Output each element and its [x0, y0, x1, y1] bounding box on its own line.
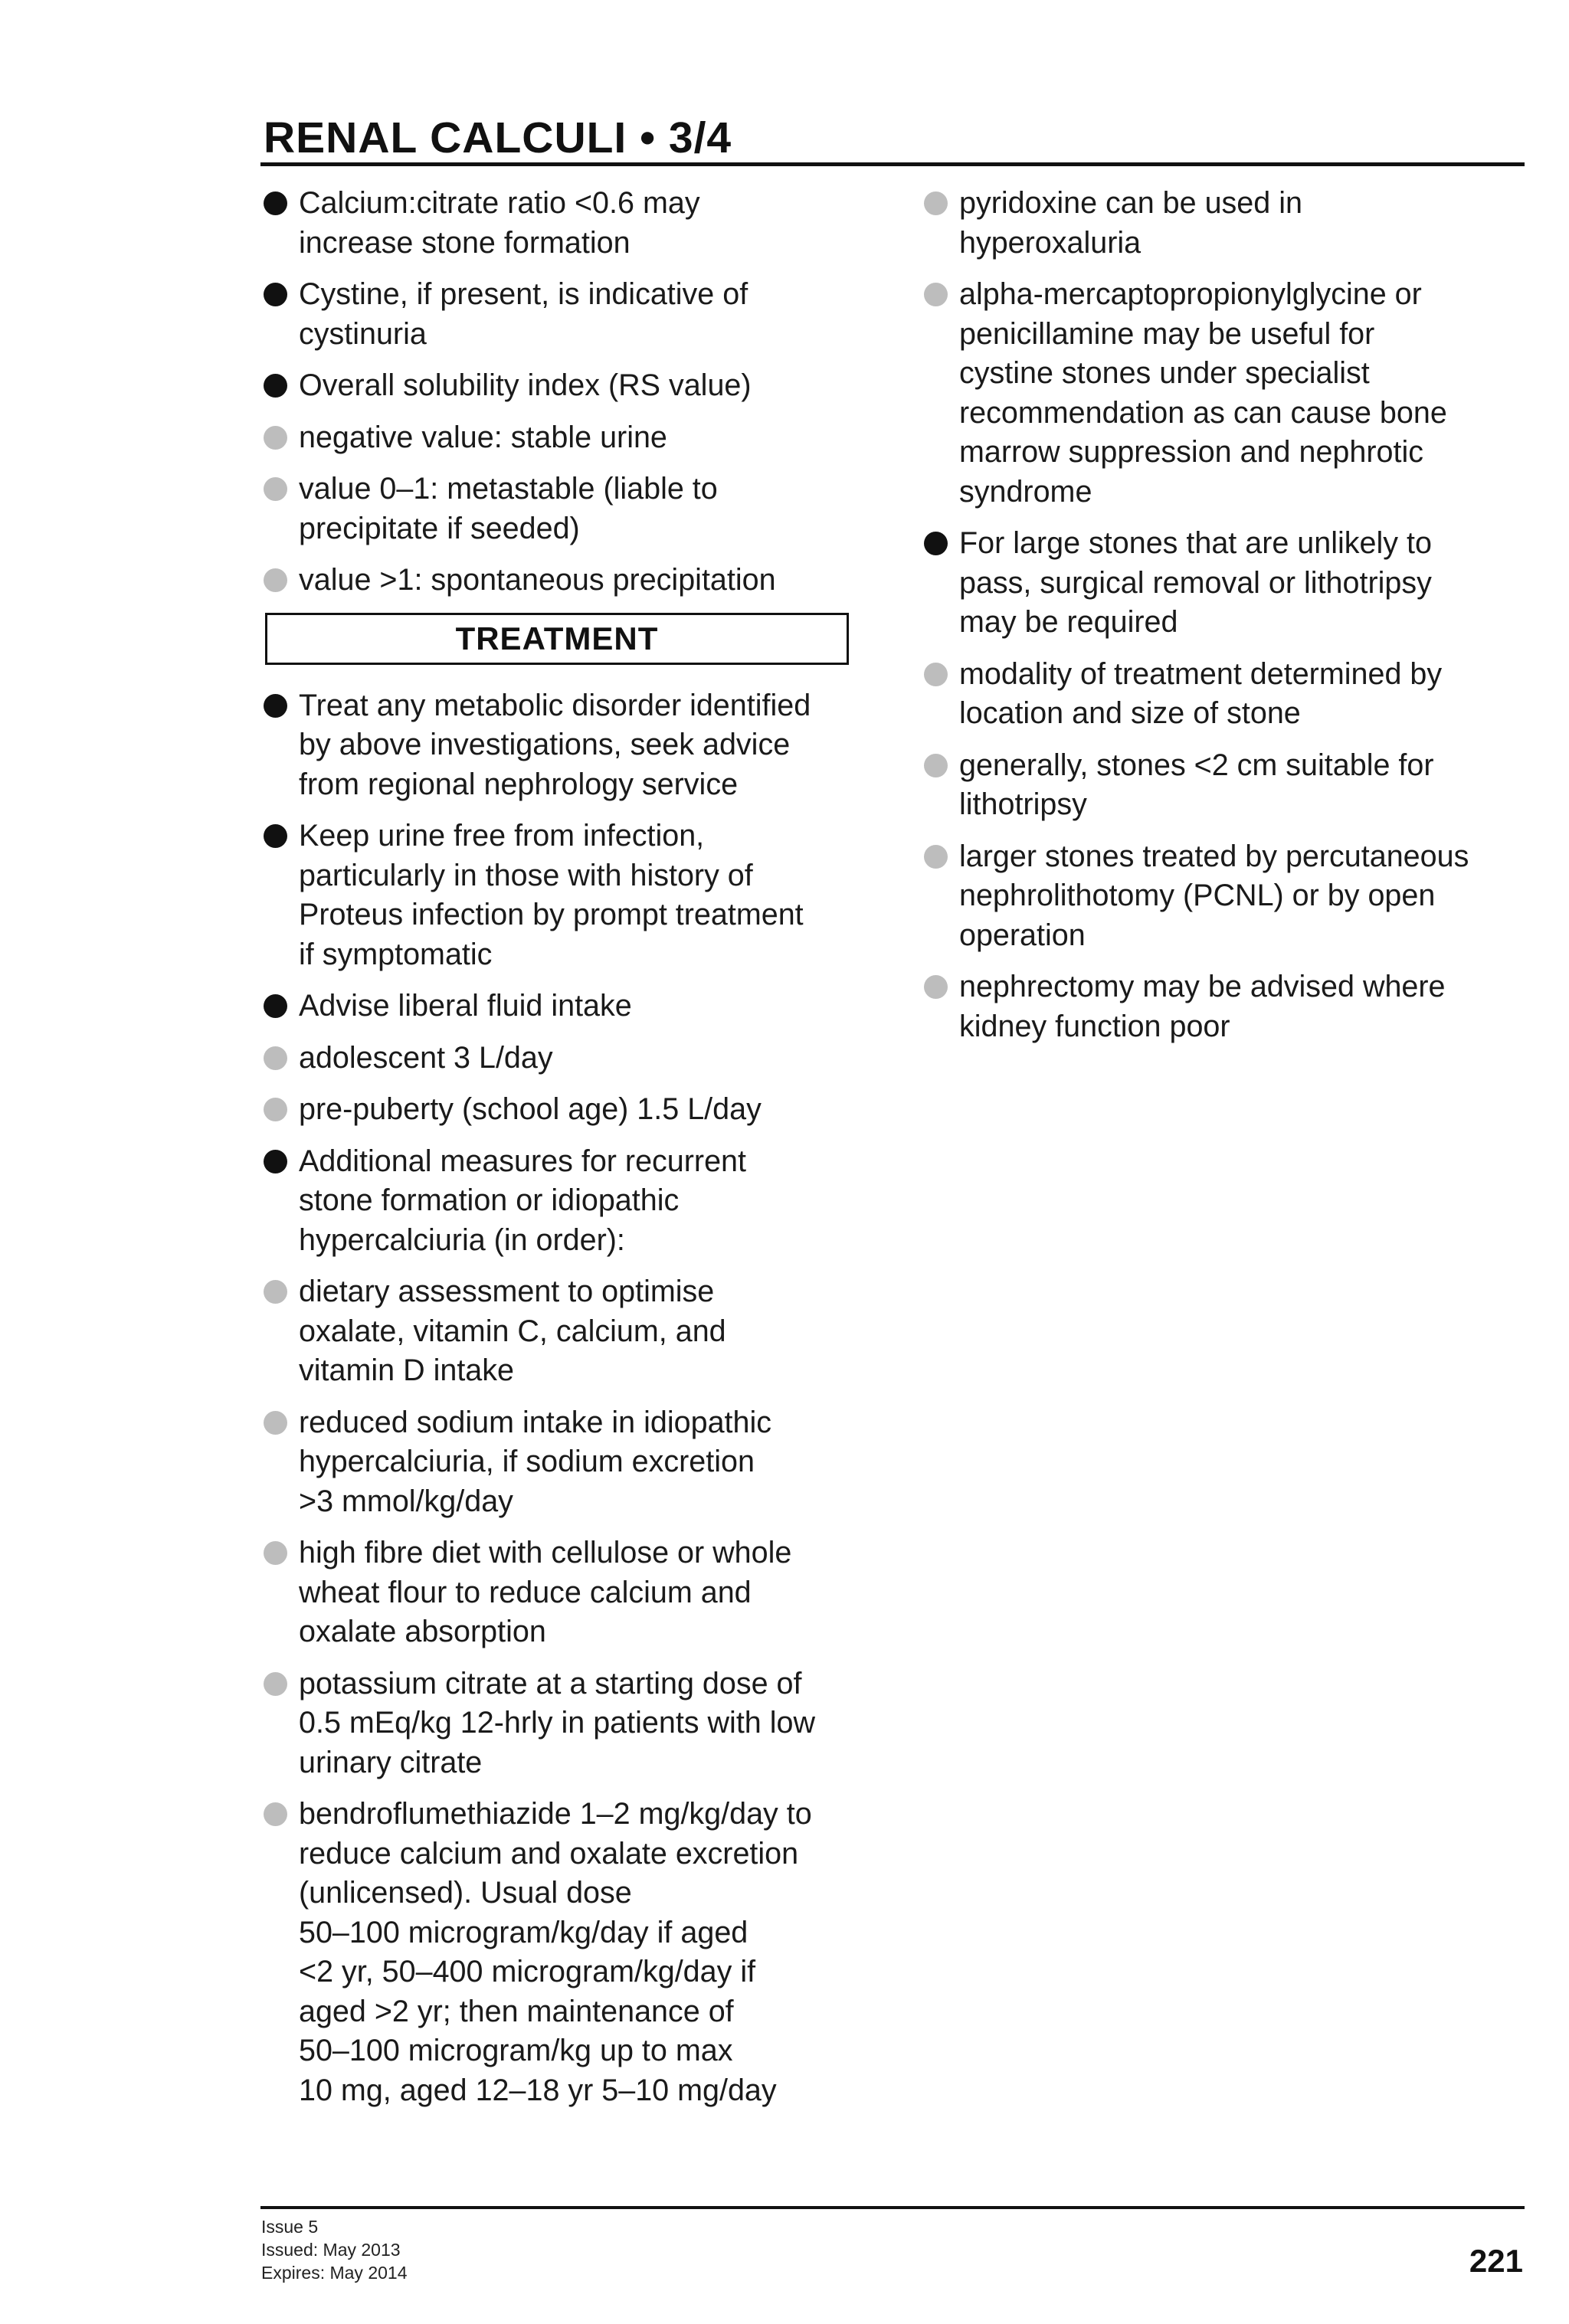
- list-item: [262, 1664, 890, 1783]
- list-item-text: larger stones treated by percutaneous nephrolithotomy (PCNL) or by open operation: [959, 839, 1469, 952]
- list-item-text: alpha-mercaptopropionylglycine or penicillamine may be useful for cystine stones under specialist recommendation as can cause bone marrow suppression and nephrotic syndrome: [959, 277, 1447, 509]
- list-item: [922, 837, 1535, 956]
- list-item: [922, 275, 1535, 512]
- list-item-text: dietary assessment to optimise oxalate, vitamin C, calcium, and vitamin D intake: [299, 1275, 726, 1387]
- secondary-bullet-icon: [264, 1098, 287, 1121]
- page-title: RENAL CALCULI • 3/4: [264, 113, 732, 162]
- list-item-text: pre-puberty (school age) 1.5 L/day: [299, 1092, 762, 1126]
- primary-bullet-icon: [264, 994, 287, 1018]
- list-item-text: Calcium:citrate ratio <0.6 may increase stone formation: [299, 186, 700, 260]
- list-item-text: value 0–1: metastable (liable to precipitate if seeded): [299, 472, 718, 545]
- list-item-text: Additional measures for recurrent stone formation or idiopathic hypercalciuria (in order):: [299, 1144, 746, 1257]
- primary-bullet-icon: [264, 1150, 287, 1173]
- list-item-text: Cystine, if present, is indicative of cystinuria: [299, 277, 748, 351]
- primary-bullet-icon: [264, 824, 287, 848]
- list-item: [262, 1039, 890, 1079]
- treatment-list: [262, 686, 890, 2111]
- footer-rule: [260, 2206, 1525, 2209]
- primary-bullet-icon: [264, 694, 287, 718]
- secondary-bullet-icon: [924, 975, 948, 999]
- secondary-bullet-icon: [264, 1541, 287, 1565]
- list-item-text: generally, stones <2 cm suitable for lithotripsy: [959, 748, 1434, 821]
- pre-treatment-list: [262, 184, 890, 601]
- list-item: [262, 366, 890, 406]
- secondary-bullet-icon: [264, 426, 287, 450]
- list-item-text: nephrectomy may be advised where kidney function poor: [959, 970, 1446, 1043]
- list-item: [262, 1534, 890, 1652]
- list-item: [262, 1795, 890, 2110]
- primary-bullet-icon: [264, 191, 287, 215]
- list-item: [262, 817, 890, 974]
- secondary-bullet-icon: [924, 754, 948, 777]
- secondary-bullet-icon: [264, 1411, 287, 1435]
- primary-bullet-icon: [264, 283, 287, 306]
- secondary-bullet-icon: [264, 477, 287, 501]
- right-column: [922, 184, 1535, 1059]
- list-item-text: For large stones that are unlikely to pass, surgical removal or lithotripsy may be required: [959, 526, 1432, 639]
- list-item: [922, 746, 1535, 825]
- list-item: [262, 686, 890, 805]
- list-item-text: negative value: stable urine: [299, 420, 667, 454]
- surgical-treatment-list: [922, 184, 1535, 1046]
- list-item: [262, 184, 890, 263]
- treatment-heading-box: [265, 613, 849, 665]
- list-item-text: pyridoxine can be used in hyperoxaluria: [959, 186, 1302, 260]
- list-item: [262, 987, 890, 1026]
- list-item: [262, 418, 890, 458]
- secondary-bullet-icon: [924, 663, 948, 686]
- list-item: [922, 184, 1535, 263]
- list-item: [262, 470, 890, 548]
- list-item: [262, 1272, 890, 1391]
- secondary-bullet-icon: [264, 1046, 287, 1070]
- expiry-date: Expires: May 2014: [261, 2263, 408, 2283]
- list-item: [262, 275, 890, 354]
- header-rule: [260, 162, 1525, 166]
- list-item-text: potassium citrate at a starting dose of 0.5 mEq/kg 12-hrly in patients with low urinary citrate: [299, 1666, 816, 1779]
- list-item-text: Overall solubility index (RS value): [299, 368, 752, 402]
- secondary-bullet-icon: [924, 283, 948, 306]
- list-item: [922, 967, 1535, 1046]
- list-item-text: modality of treatment determined by location and size of stone: [959, 656, 1443, 730]
- list-item: [262, 1403, 890, 1522]
- list-item-text: adolescent 3 L/day: [299, 1040, 553, 1075]
- primary-bullet-icon: [264, 374, 287, 398]
- list-item-text: reduced sodium intake in idiopathic hypercalciuria, if sodium excretion >3 mmol/kg/day: [299, 1405, 772, 1518]
- secondary-bullet-icon: [264, 1802, 287, 1826]
- footer-meta: [261, 2215, 407, 2284]
- secondary-bullet-icon: [264, 1672, 287, 1696]
- secondary-bullet-icon: [264, 1280, 287, 1304]
- list-item-text: value >1: spontaneous precipitation: [299, 563, 776, 597]
- list-item: [262, 561, 890, 601]
- list-item: [262, 1090, 890, 1130]
- issued-date: Issued: May 2013: [261, 2240, 401, 2260]
- list-item-text: Advise liberal fluid intake: [299, 989, 632, 1023]
- treatment-heading: TREATMENT: [455, 620, 659, 656]
- list-item: [262, 1142, 890, 1261]
- list-item-text: bendroflumethiazide 1–2 mg/kg/day to reduce calcium and oxalate excretion (unlicensed). Usual dose 50–100 microgram/kg/day if aged <2 yr, 50–400 microgram/kg/day if aged >2 yr; then maintenance of 50–100 microgram/kg up to max 10 mg, aged 12–18 yr 5–10 mg/day: [299, 1797, 812, 2107]
- secondary-bullet-icon: [924, 191, 948, 215]
- secondary-bullet-icon: [924, 845, 948, 869]
- list-item-text: Treat any metabolic disorder identified by above investigations, seek advice from regional nephrology service: [299, 688, 811, 801]
- primary-bullet-icon: [924, 532, 948, 555]
- list-item-text: high fibre diet with cellulose or whole wheat flour to reduce calcium and oxalate absorption: [299, 1536, 792, 1648]
- left-column: [262, 184, 890, 2123]
- list-item: [922, 524, 1535, 643]
- secondary-bullet-icon: [264, 568, 287, 592]
- list-item-text: Keep urine free from infection, particularly in those with history of Proteus infection by prompt treatment if symptomatic: [299, 819, 804, 971]
- page-number: 221: [1469, 2243, 1523, 2279]
- issue-number: Issue 5: [261, 2217, 319, 2237]
- list-item: [922, 655, 1535, 734]
